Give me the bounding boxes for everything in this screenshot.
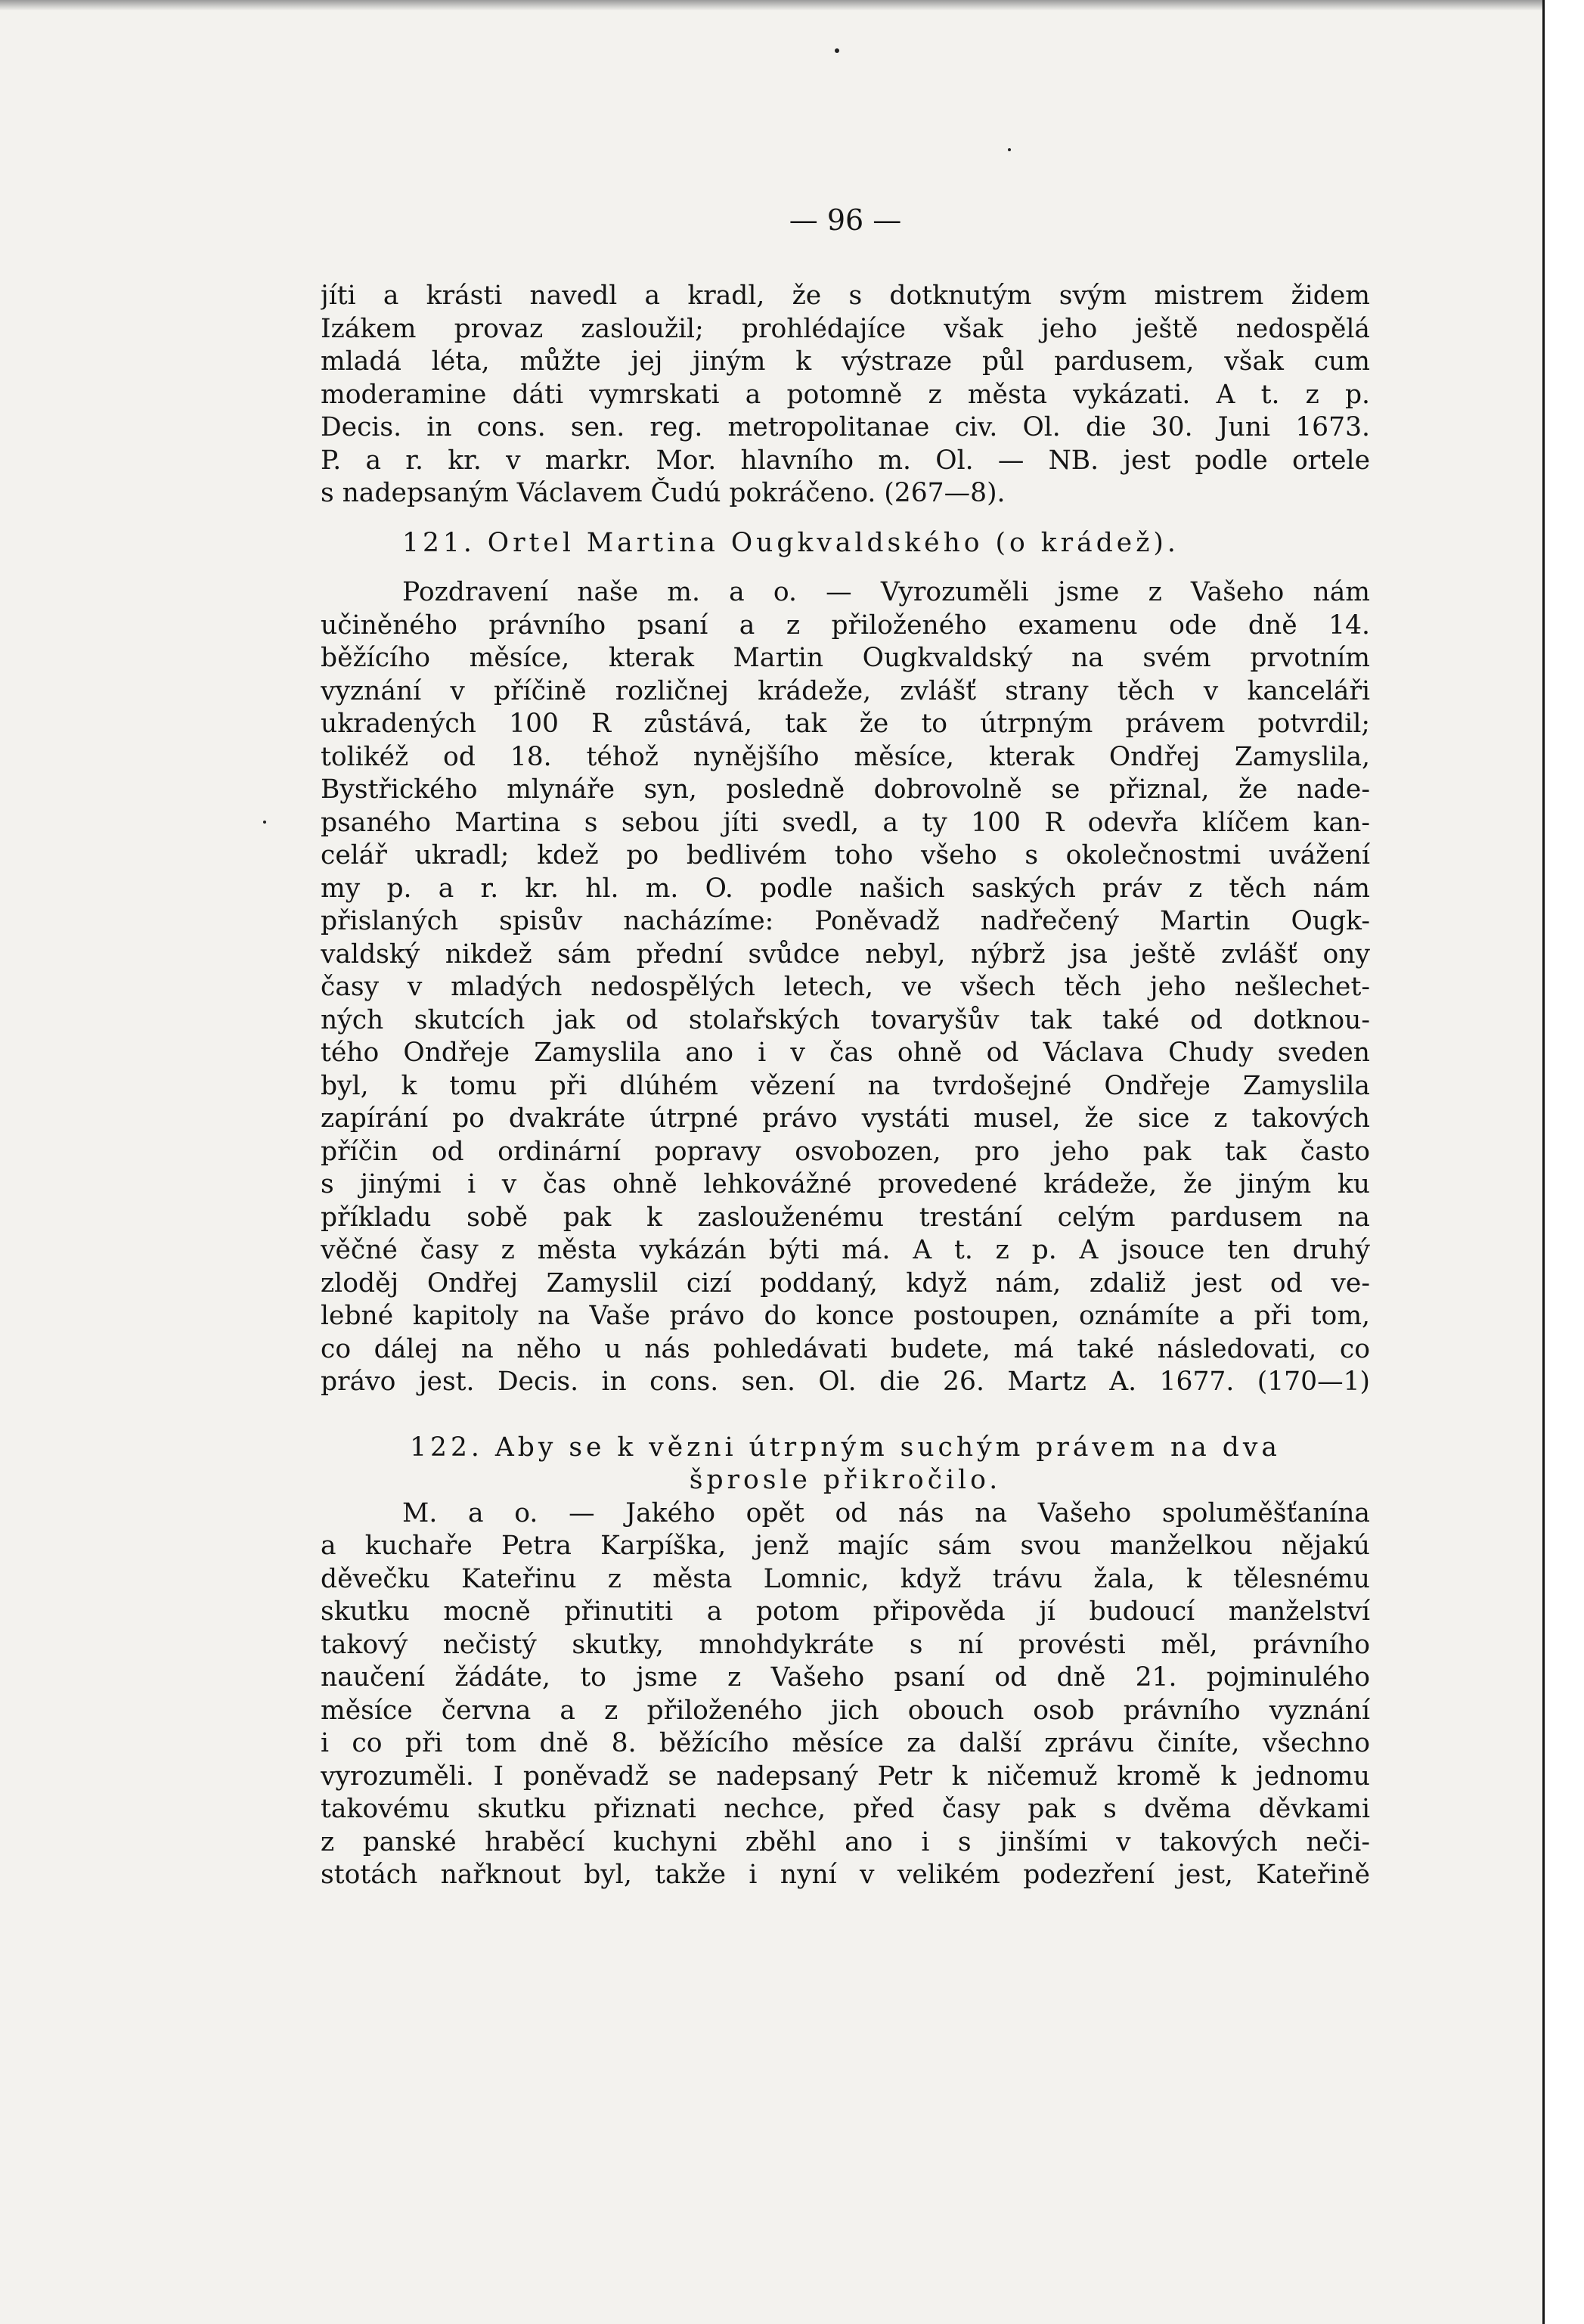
text-line: ukradených 100 R zůstává, tak že to útrpným právem potvrdil;	[321, 709, 1370, 739]
text-line: příčin od ordinární popravy osvobozen, pro jeho pak tak často	[321, 1136, 1370, 1167]
text-line: měsíce června a z přiloženého jich obouch osob právního vyznání	[321, 1695, 1370, 1726]
text-line: z panské hraběcí kuchyni zběhl ano i s jinšími v takových neči-	[321, 1826, 1370, 1857]
text-line: právo jest. Decis. in cons. sen. Ol. die 26. Martz A. 1677. (170—1)	[321, 1367, 1370, 1397]
text-line: my p. a r. kr. hl. m. O. podle našich saských práv z těch nám	[321, 873, 1370, 904]
text-line: celář ukradl; kdež po bedlivém toho všeho s okolečnostmi uvážení	[321, 840, 1370, 870]
scan-edge-top	[0, 0, 1542, 11]
text-line: naučení žádáte, to jsme z Vašeho psaní od dně 21. pojminulého	[321, 1662, 1370, 1693]
text-line: běžícího měsíce, kterak Martin Ougkvaldský na svém prvotním	[321, 643, 1370, 673]
text-line: moderamine dáti vymrskati a potomně z města vykázati. A t. z p.	[321, 379, 1370, 410]
section-heading-122: 122. Aby se k vězni útrpným suchým právem na dva	[410, 1432, 1281, 1463]
text-line: vyznání v příčině rozličnej krádeže, zvlášť strany těch v kanceláři	[321, 675, 1370, 706]
text-line: tolikéž od 18. téhož nynějšího měsíce, kterak Ondřej Zamyslila,	[321, 741, 1370, 772]
text-line: zapírání po dvakráte útrpné právo vystáti musel, že sice z takových	[321, 1103, 1370, 1134]
text-line: valdský nikdež sám přední svůdce nebyl, nýbrž jsa ještě zvlášť ony	[321, 939, 1370, 970]
text-line: Bystřického mlynáře syn, posledně dobrovolně se přiznal, že nade-	[321, 774, 1370, 805]
text-line: P. a r. kr. v markr. Mor. hlavního m. Ol. — NB. jest podle ortele	[321, 445, 1370, 476]
text-line: ných skutcích jak od stolařských tovaryšův tak také od dotknou-	[321, 1004, 1370, 1035]
text-line: Pozdravení naše m. a o. — Vyrozuměli jsme z Vašeho nám	[402, 577, 1370, 607]
text-line: jíti a krásti navedl a kradl, že s dotknutým svým mistrem židem	[321, 281, 1370, 311]
text-line: přislaných spisův nacházíme: Poněvadž nadřečený Martin Ougk-	[321, 906, 1370, 936]
text-line: lebné kapitoly na Vaše právo do konce postoupen, oznámíte a při tom,	[321, 1301, 1370, 1331]
text-line: i co při tom dně 8. běžícího měsíce za další zprávu činíte, všechno	[321, 1728, 1370, 1758]
document-body	[321, 198, 1370, 1892]
text-line: Decis. in cons. sen. reg. metropolitanae civ. Ol. die 30. Juni 1673.	[321, 412, 1370, 442]
text-line: vyrozuměli. I poněvadž se nadepsaný Petr k ničemuž kromě k jednomu	[321, 1761, 1370, 1792]
text-line: psaného Martina s sebou jíti svedl, a ty 100 R odevřa klíčem kan-	[321, 807, 1370, 838]
text-line: věčné časy z města vykázán býti má. A t. z p. A jsouce ten druhý	[321, 1235, 1370, 1265]
text-line: časy v mladých nedospělých letech, ve všech těch jeho nešlechet-	[321, 972, 1370, 1002]
section-heading-121: 121. Ortel Martina Ougkvaldského (o krádež).	[402, 527, 1179, 558]
text-line: děvečku Kateřinu z města Lomnic, když trávu žala, k tělesnému	[321, 1563, 1370, 1594]
text-line: co dálej na něho u nás pohledávati budete, má také následovati, co	[321, 1333, 1370, 1364]
page-number: — 96 —	[789, 203, 902, 237]
text-line: zloděj Ondřej Zamyslil cizí poddaný, když nám, zdaliž jest od ve-	[321, 1267, 1370, 1299]
text-line: tého Ondřeje Zamyslila ano i v čas ohně od Václava Chudy sveden	[321, 1038, 1370, 1068]
section-heading-122-cont: šprosle přikročilo.	[689, 1465, 1002, 1495]
text-line: takový nečistý skutky, mnohdykráte s ní provésti měl, právního	[321, 1629, 1370, 1660]
scan-speck	[263, 821, 266, 824]
scan-margin-right	[1545, 0, 1584, 2324]
section-121	[321, 527, 1370, 1399]
text-line: a kuchaře Petra Karpíška, jenž majíc sám svou manželkou nějakú	[321, 1531, 1370, 1561]
text-line: mladá léta, můžte jej jiným k výstraze půl pardusem, však cum	[321, 346, 1370, 377]
text-line: skutku mocně přinutiti a potom připověda jí budoucí manželství	[321, 1596, 1370, 1627]
text-line: M. a o. — Jakého opět od nás na Vašeho spoluměšťanína	[402, 1497, 1370, 1528]
scan-speck	[1008, 148, 1011, 151]
text-line: s jinými i v čas ohně lehkovážné provedené krádeže, že jiným ku	[321, 1169, 1370, 1199]
scan-speck	[835, 48, 839, 53]
text-line: byl, k tomu při dlúhém vězení na tvrdošejné Ondřeje Zamyslila	[321, 1070, 1370, 1101]
text-line: stotách nařknout byl, takže i nyní v velikém podezření jest, Kateřině	[321, 1860, 1370, 1890]
text-line: Izákem provaz zasloužil; prohlédajíce však jeho ještě nedospělá	[321, 313, 1370, 344]
text-line: takovému skutku přiznati nechce, před časy pak s dvěma děvkami	[321, 1794, 1370, 1824]
paragraph-continuation	[321, 280, 1370, 510]
text-line: s nadepsaným Václavem Čudú pokráčeno. (267—8).	[321, 478, 1006, 508]
section-122	[321, 1432, 1370, 1892]
text-line: příkladu sobě pak k zaslouženému trestání celým pardusem na	[321, 1202, 1370, 1233]
text-line: učiněného právního psaní a z přiloženého examenu ode dně 14.	[321, 610, 1370, 641]
